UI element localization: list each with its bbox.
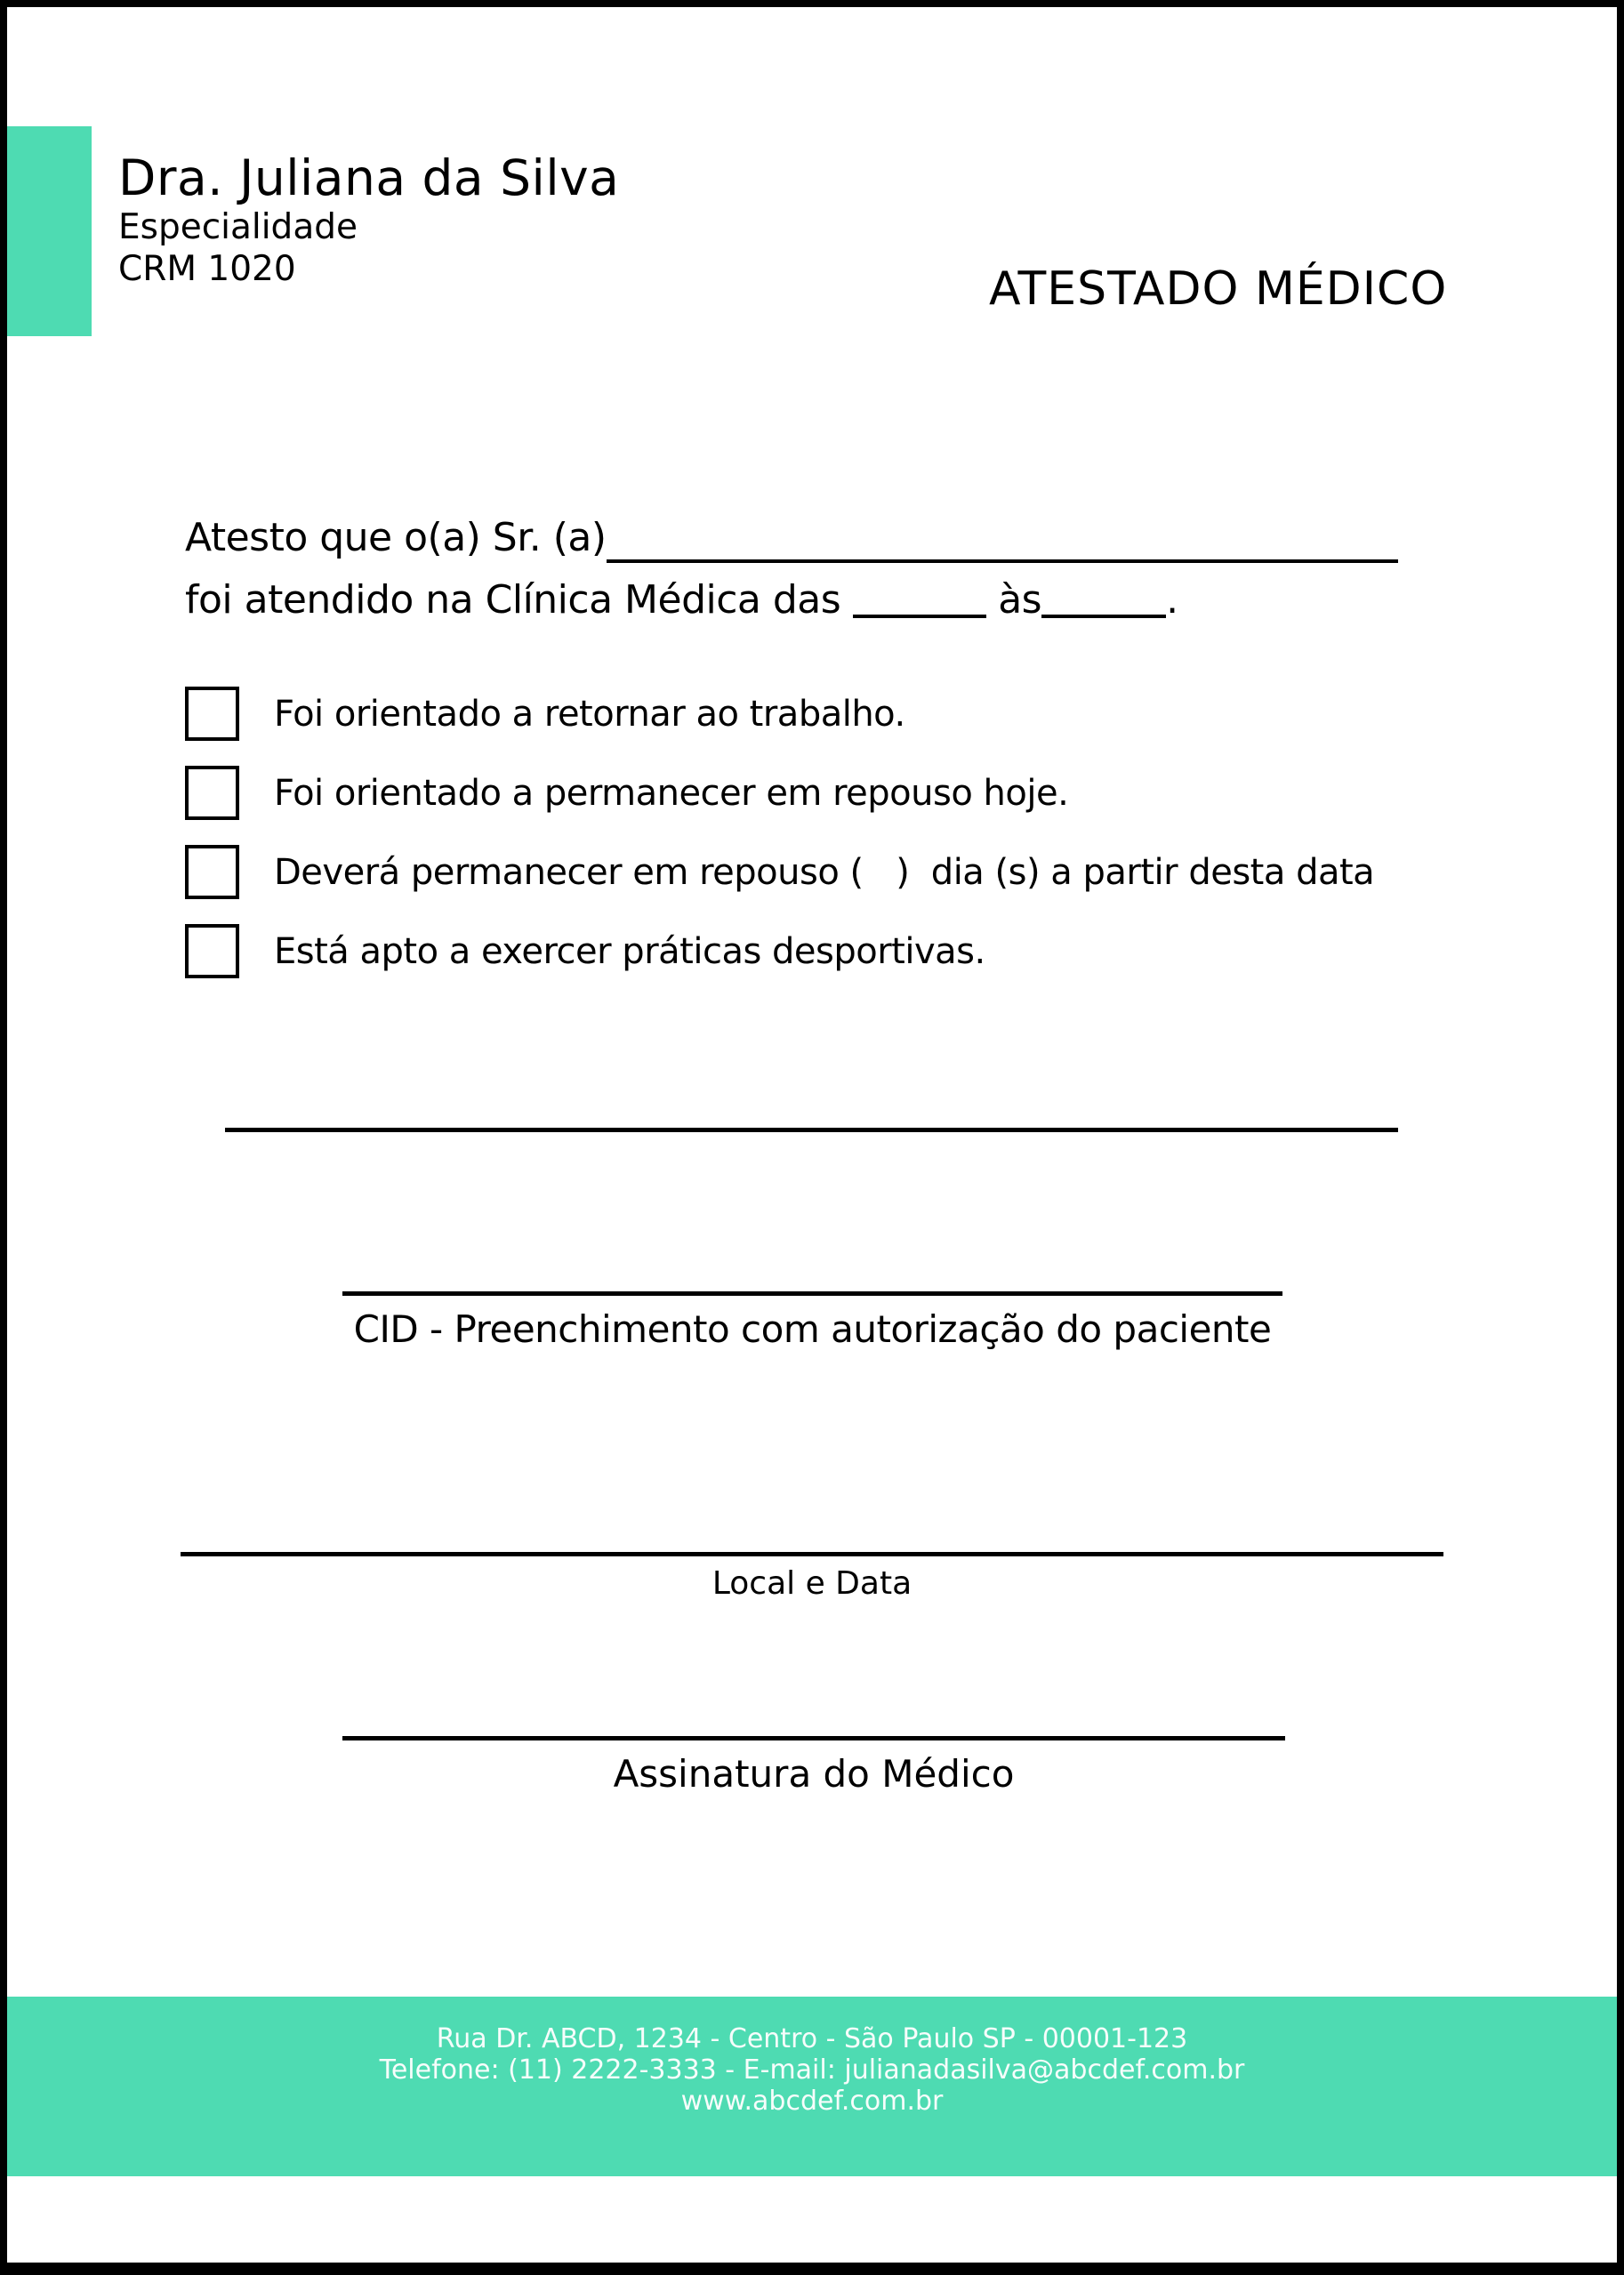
attest-prefix-text: Atesto que o(a) Sr. (a) [185, 515, 607, 560]
checkbox-label: Foi orientado a permanecer em repouso hoje. [274, 772, 1069, 814]
checklist-row-fit-for-sports [185, 924, 1374, 978]
doctor-crm: CRM 1020 [118, 249, 296, 289]
signature-caption: Assinatura do Médico [613, 1752, 1015, 1796]
checkbox-rest-days[interactable] [185, 845, 239, 899]
patient-name-blank-line [607, 559, 1398, 563]
attest-line-2 [185, 569, 1398, 631]
attest-line-1 [185, 507, 1398, 569]
attended-prefix-text: foi atendido na Clínica Médica das [185, 577, 841, 623]
accent-bar [7, 126, 92, 336]
footer-band [7, 1997, 1617, 2176]
checkbox-return-to-work[interactable] [185, 687, 239, 741]
checkbox-fit-for-sports[interactable] [185, 924, 239, 978]
time-to-blank-line [1041, 615, 1166, 618]
attended-middle-text: às [998, 577, 1042, 623]
checkbox-label: Está apto a exercer práticas desportivas. [274, 930, 985, 972]
checklist-row-rest-days [185, 845, 1374, 899]
checklist [185, 687, 1374, 1003]
page-title: ATESTADO MÉDICO [989, 262, 1448, 316]
attended-end-text: . [1166, 577, 1178, 623]
attest-paragraph [185, 507, 1398, 631]
footer-address: Rua Dr. ABCD, 1234 - Centro - São Paulo SP - 00001-123 [436, 2023, 1188, 2054]
checklist-row-rest-today [185, 766, 1374, 820]
footer-website: www.abcdef.com.br [680, 2086, 944, 2117]
footer-phone-email: Telefone: (11) 2222-3333 - E-mail: julianadasilva@abcdef.com.br [379, 2054, 1245, 2086]
place-date-caption: Local e Data [712, 1565, 912, 1602]
place-date-blank-line [181, 1552, 1443, 1556]
checkbox-rest-today[interactable] [185, 766, 239, 820]
checklist-row-return-to-work [185, 687, 1374, 741]
doctor-specialty: Especialidade [118, 207, 358, 247]
checkbox-label: Foi orientado a retornar ao trabalho. [274, 693, 905, 735]
signature-blank-line [342, 1736, 1285, 1740]
letterhead [118, 149, 619, 290]
cid-caption: CID - Preenchimento com autorização do paciente [353, 1307, 1272, 1351]
doctor-name: Dra. Juliana da Silva [118, 149, 620, 206]
observations-blank-line [225, 1128, 1398, 1132]
cid-blank-line [342, 1291, 1282, 1296]
time-from-blank-line [853, 615, 986, 618]
checkbox-label: Deverá permanecer em repouso ( ) dia (s) a partir desta data [274, 851, 1375, 893]
